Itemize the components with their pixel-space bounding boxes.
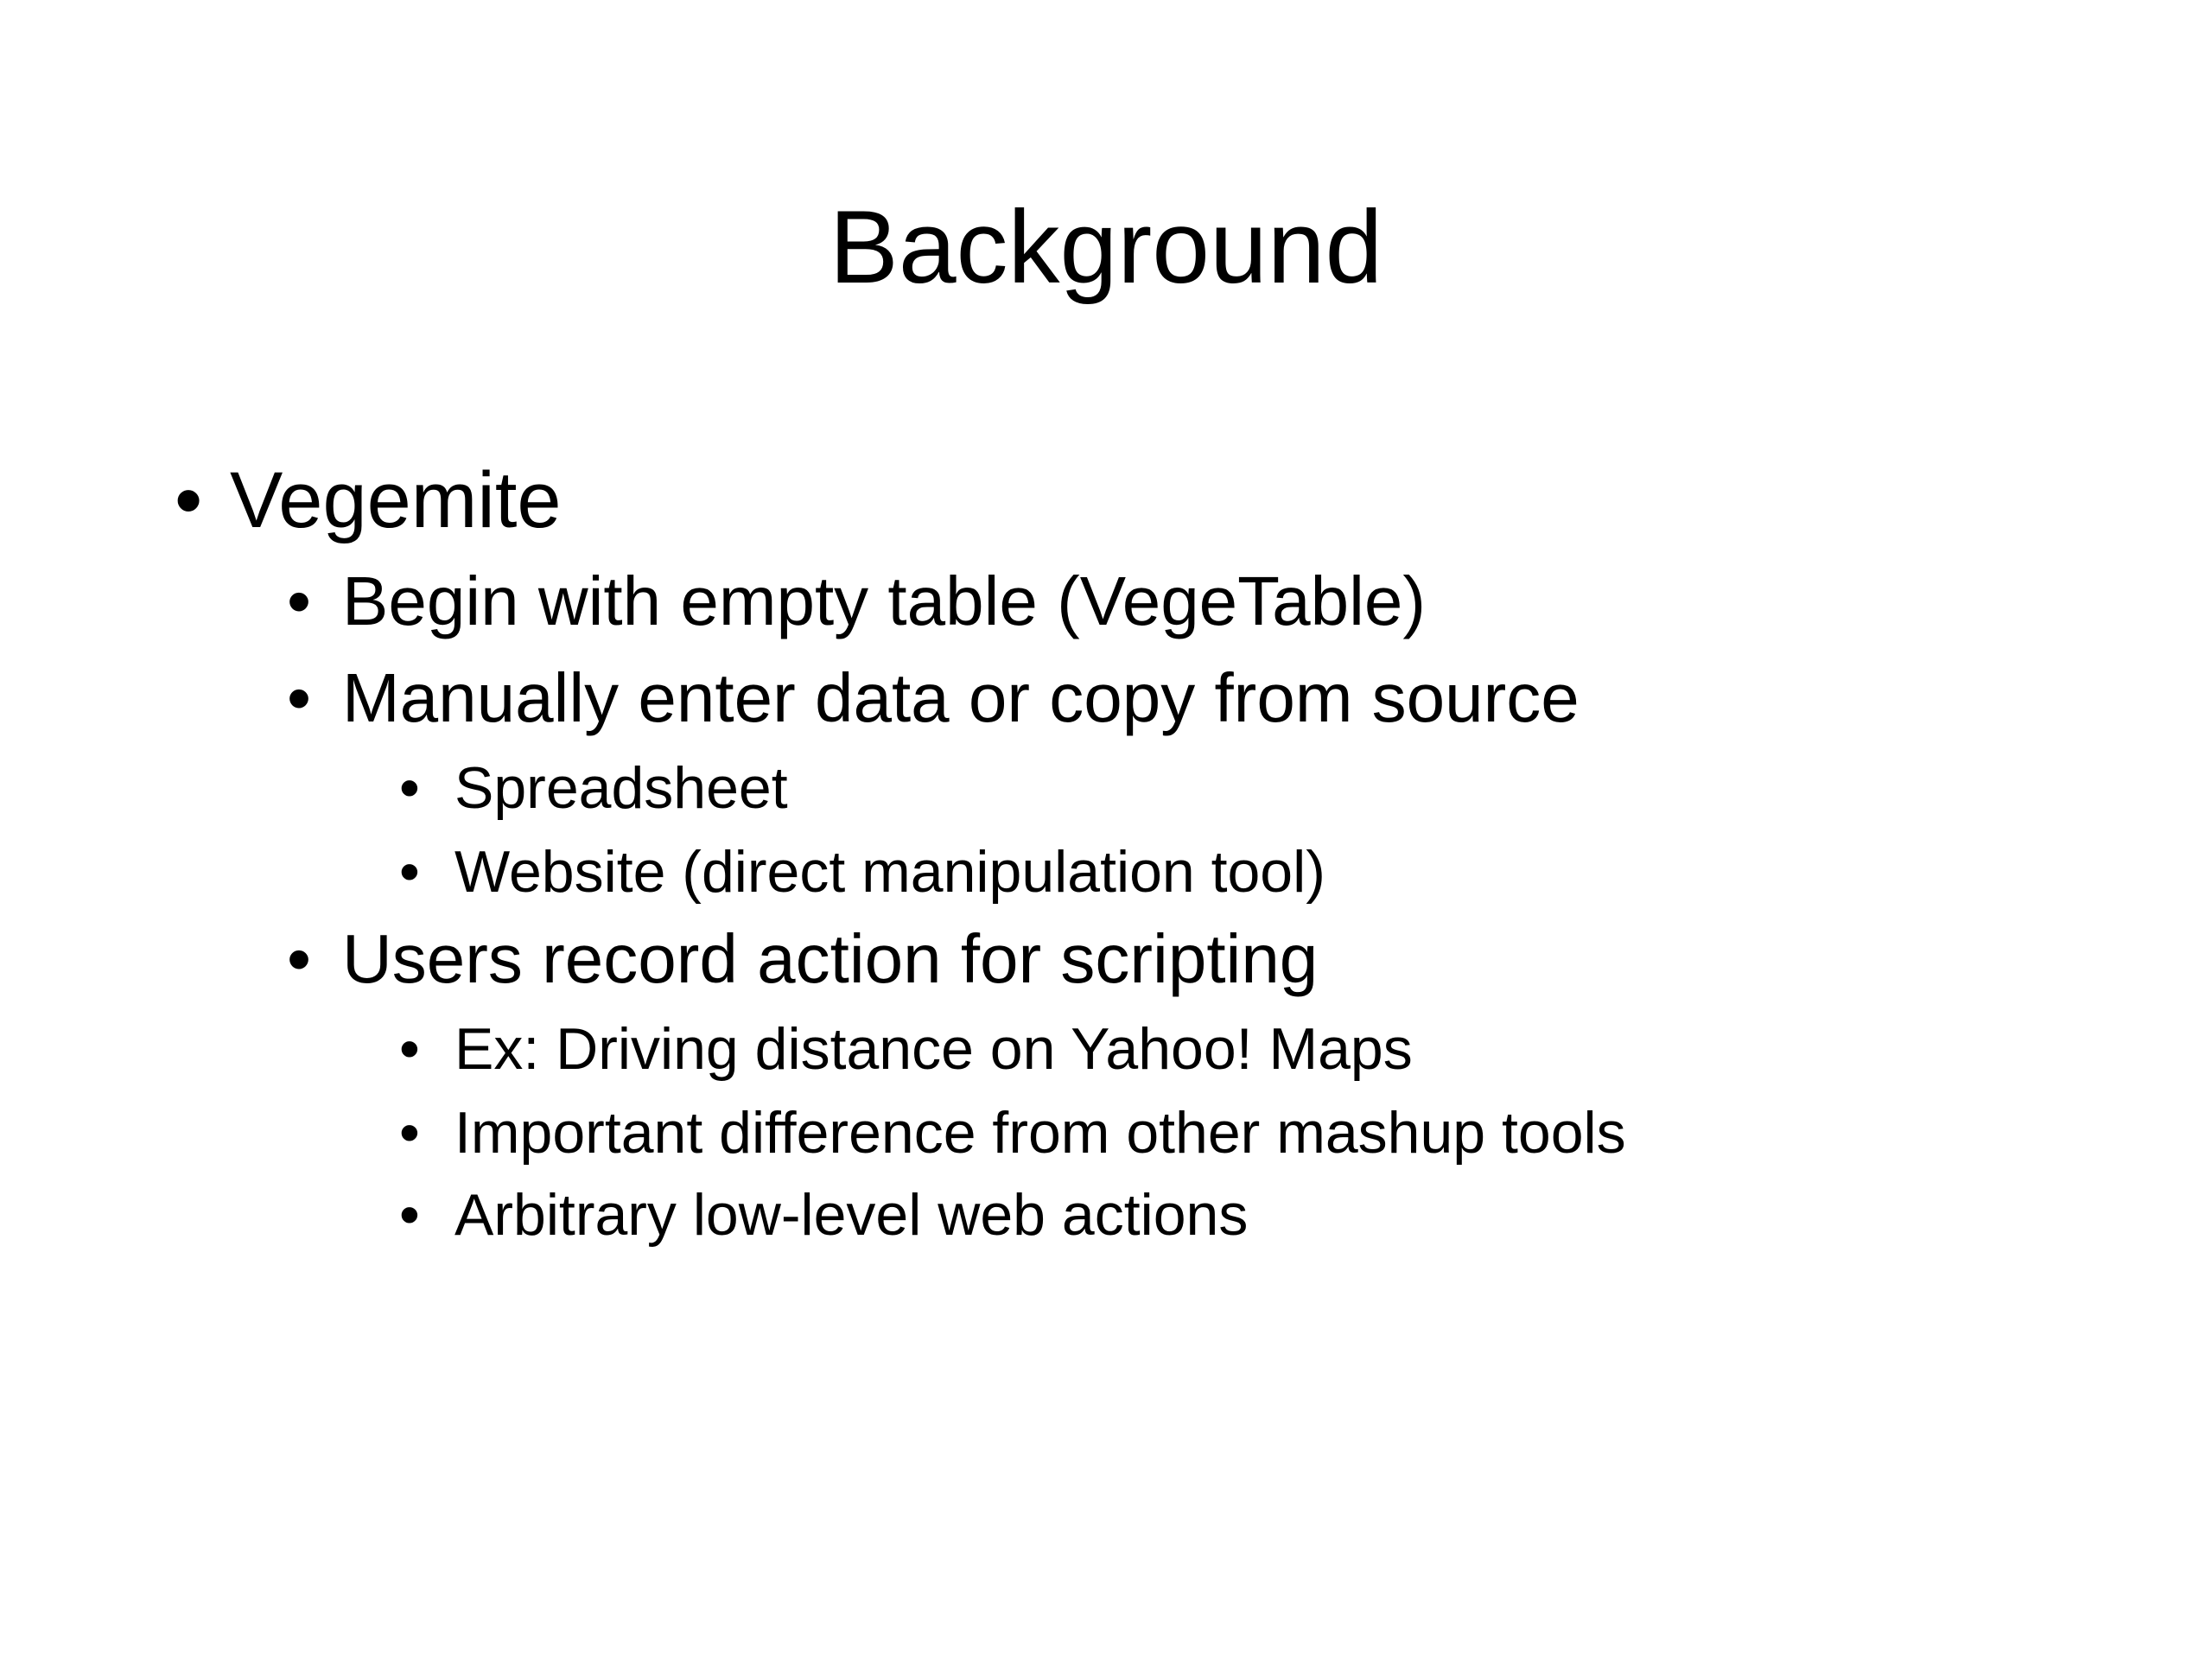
bullet-text: Website (direct manipulation tool): [454, 839, 1325, 905]
bullet-marker: •: [399, 755, 420, 821]
bullet-marker: •: [399, 1100, 420, 1166]
slide-title: Background: [829, 189, 1383, 305]
bullet-marker: •: [287, 920, 312, 997]
bullet-text: Manually enter data or copy from source: [342, 659, 1580, 736]
bullet-text: Users record action for scripting: [342, 920, 1319, 997]
bullet-text: Arbitrary low-level web actions: [454, 1182, 1249, 1248]
bullet-text: Important difference from other mashup tools: [454, 1100, 1626, 1166]
bullet-text: Vegemite: [230, 456, 562, 544]
bullet-marker: •: [399, 1016, 420, 1082]
bullet-text: Spreadsheet: [454, 755, 788, 821]
bullet-marker: •: [287, 563, 312, 639]
bullet-text: Ex: Driving distance on Yahoo! Maps: [454, 1016, 1413, 1082]
bullet-marker: •: [175, 456, 203, 544]
bullet-marker: •: [399, 839, 420, 905]
bullet-marker: •: [399, 1182, 420, 1248]
bullet-marker: •: [287, 659, 312, 736]
bullet-text: Begin with empty table (VegeTable): [342, 563, 1427, 639]
